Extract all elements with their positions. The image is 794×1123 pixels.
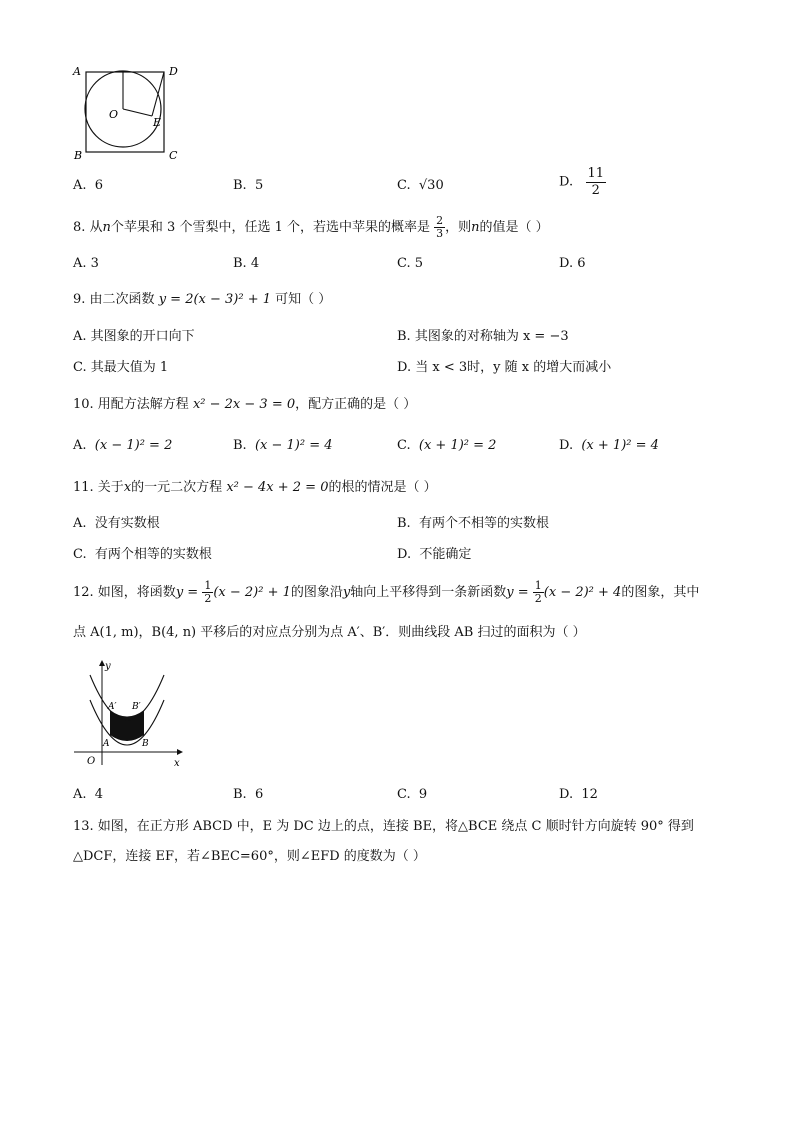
- q12-option-d-letter: D.: [559, 787, 574, 802]
- q7-option-d-numerator: 11: [587, 166, 605, 181]
- q8-option-b: [233, 254, 259, 274]
- q7-option-a-letter: A.: [73, 178, 87, 193]
- q11-mid: 的一元二次方程: [131, 480, 223, 495]
- q7-label-a: A: [73, 65, 81, 78]
- q12-f1-num: 1: [204, 579, 212, 592]
- q12-var-y: y: [342, 585, 351, 600]
- q11-option-b-letter: B.: [397, 516, 411, 531]
- q12-stem-line1: [73, 580, 699, 605]
- q8-option-d: [559, 254, 586, 274]
- q9-option-d-letter: D.: [397, 360, 412, 375]
- q12-option-a-letter: A.: [73, 787, 87, 802]
- q11-option-c: [73, 545, 212, 565]
- q8-var-n: n: [102, 220, 111, 235]
- q9-option-a-text: 其图象的开口向下: [90, 329, 195, 344]
- q11-option-b-text: 有两个不相等的实数根: [418, 516, 549, 531]
- q12-label-b: B: [142, 739, 149, 749]
- q9-formula: y = 2(x − 3)² + 1: [158, 292, 272, 307]
- q10-option-d-text: (x + 1)² = 4: [581, 438, 659, 453]
- q11-prefix: 11. 关于: [73, 480, 124, 495]
- q12-option-b: [233, 785, 263, 805]
- q8-prefix: 8. 从: [73, 220, 103, 235]
- q11-var-x: x: [123, 480, 132, 495]
- q8-option-c-text: 5: [414, 256, 424, 271]
- q7-label-o: O: [109, 108, 119, 121]
- q12-option-a: [73, 785, 103, 805]
- q8-after: ，则: [445, 220, 472, 235]
- q11-option-b: [397, 514, 549, 534]
- q8-var-n2: n: [471, 220, 480, 235]
- q9-option-d: [397, 358, 611, 378]
- q7-label-b: B: [74, 149, 83, 162]
- q7-option-a: [73, 176, 103, 196]
- q8-option-b-letter: B.: [233, 256, 247, 271]
- q10-option-b: [233, 436, 333, 456]
- q8-option-a-text: 3: [90, 256, 99, 271]
- q8-option-b-text: 4: [250, 256, 260, 271]
- q12-f1-den: 2: [204, 592, 212, 605]
- q8-suffix: 的值是（ ）: [479, 220, 549, 235]
- q9-stem: [73, 290, 331, 310]
- q11-option-a-text: 没有实数根: [94, 516, 160, 531]
- q12-line1-a: 12. 如图，将函数: [73, 585, 176, 600]
- q12-line1-b: 的图象沿: [290, 585, 343, 600]
- q7-option-b-text: 5: [254, 178, 264, 193]
- q12-line1-d: 的图象，其中: [621, 585, 700, 600]
- q7-label-e: E: [153, 116, 162, 129]
- q9-option-b: [397, 327, 569, 347]
- q12-f2-fraction: [533, 580, 544, 605]
- q12-f1-pre: y =: [175, 585, 199, 600]
- q11-option-c-letter: C.: [73, 547, 87, 562]
- q10-option-a-letter: A.: [73, 438, 87, 453]
- q11-stem: [73, 478, 437, 498]
- q8-option-c: [397, 254, 423, 274]
- q10-option-b-letter: B.: [233, 438, 247, 453]
- q12-f1-post: (x − 2)² + 1: [213, 585, 291, 600]
- q9-option-d-text: 当 x < 3时，y 随 x 的增大而减小: [415, 360, 612, 375]
- q12-label-o: O: [87, 756, 96, 767]
- q12-option-d-text: 12: [581, 787, 598, 802]
- q8-mid: 个苹果和 3 个雪梨中，任选 1 个，若选中苹果的概率是: [110, 220, 430, 235]
- q12-label-x: x: [174, 758, 180, 769]
- q8-option-a-letter: A.: [73, 256, 87, 271]
- q8-frac-num: 2: [436, 214, 444, 227]
- q12-option-d: [559, 785, 598, 805]
- q9-prefix: 9. 由二次函数: [73, 292, 155, 307]
- q12-stem-line2: [73, 623, 586, 643]
- q9-option-c-text: 其最大值为 1: [90, 360, 169, 375]
- q13-stem-line2: [73, 847, 426, 867]
- q8-option-d-letter: D.: [559, 256, 574, 271]
- q9-option-c-letter: C.: [73, 360, 87, 375]
- q10-option-b-text: (x − 1)² = 4: [254, 438, 333, 453]
- q11-suffix: 的根的情况是（ ）: [328, 480, 437, 495]
- q12-f1-fraction: [202, 580, 213, 605]
- q7-option-c: [397, 176, 444, 196]
- q10-formula: x² − 2x − 3 = 0: [192, 397, 296, 412]
- q10-option-c: [397, 436, 496, 456]
- q10-option-a: [73, 436, 172, 456]
- q7-option-d-letter: D.: [559, 174, 574, 190]
- q7-label-c: C: [169, 149, 178, 162]
- q10-stem: [73, 395, 416, 415]
- q7-option-a-text: 6: [94, 178, 104, 193]
- q7-option-b: [233, 176, 263, 196]
- q10-option-a-text: (x − 1)² = 2: [94, 438, 173, 453]
- q8-option-d-text: 6: [577, 256, 586, 271]
- q13-stem-line1: [73, 817, 694, 837]
- q7-label-d: D: [169, 65, 178, 78]
- q11-option-c-text: 有两个相等的实数根: [94, 547, 212, 562]
- q9-option-c: [73, 358, 168, 378]
- q12-label-y: y: [105, 661, 111, 672]
- q10-option-c-letter: C.: [397, 438, 411, 453]
- q12-option-c: [397, 785, 427, 805]
- q12-f2-den: 2: [534, 592, 542, 605]
- q7-option-d: [559, 166, 606, 199]
- q7-option-b-letter: B.: [233, 178, 247, 193]
- q13-line1: 13. 如图，在正方形 ABCD 中，E 为 DC 边上的点，连接 BE，将△BCE 绕点 C 顺时针方向旋转 90° 得到: [73, 819, 694, 834]
- q8-option-a: [73, 254, 99, 274]
- q7-option-d-fraction: [586, 166, 607, 199]
- q9-option-a: [73, 327, 195, 347]
- q12-label-a-prime: A′: [108, 702, 117, 712]
- q12-label-a: A: [103, 739, 110, 749]
- q11-option-a-letter: A.: [73, 516, 87, 531]
- q12-option-a-text: 4: [94, 787, 104, 802]
- q9-option-b-text: 其图象的对称轴为 x = −3: [414, 329, 569, 344]
- q12-option-b-letter: B.: [233, 787, 247, 802]
- q10-suffix: ，配方正确的是（ ）: [295, 397, 417, 412]
- q12-line2: 点 A(1, m)，B(4, n) 平移后的对应点分别为点 A′、B′．则曲线段 AB 扫过的面积为（ ）: [73, 625, 586, 640]
- q11-option-d-letter: D.: [397, 547, 412, 562]
- q12-line1-c: 轴向上平移得到一条新函数: [350, 585, 507, 600]
- q12-parabola-figure: [70, 655, 190, 770]
- q12-f2-post: (x − 2)² + 4: [543, 585, 622, 600]
- q11-option-d: [397, 545, 471, 565]
- q12-option-b-text: 6: [254, 787, 264, 802]
- q8-option-c-letter: C.: [397, 256, 411, 271]
- q13-line2: △DCF，连接 EF，若∠BEC=60°，则∠EFD 的度数为（ ）: [73, 849, 426, 864]
- q10-option-d: [559, 436, 659, 456]
- q9-suffix: 可知（ ）: [275, 292, 332, 307]
- q11-option-a: [73, 514, 160, 534]
- q12-f2-pre: y =: [506, 585, 529, 600]
- q8-fraction: [434, 215, 445, 240]
- q12-option-c-letter: C.: [397, 787, 411, 802]
- q12-f2-num: 1: [534, 579, 542, 592]
- q11-formula: x² − 4x + 2 = 0: [226, 480, 329, 495]
- q12-label-b-prime: B′: [132, 702, 141, 712]
- q10-option-d-letter: D.: [559, 438, 574, 453]
- q9-option-b-letter: B.: [397, 329, 411, 344]
- q11-option-d-text: 不能确定: [419, 547, 472, 562]
- q10-option-c-text: (x + 1)² = 2: [418, 438, 497, 453]
- q8-frac-den: 3: [436, 227, 444, 240]
- q7-option-d-denominator: 2: [591, 183, 600, 198]
- q12-option-c-text: 9: [418, 787, 428, 802]
- q8-stem: [73, 215, 549, 240]
- q7-option-c-letter: C.: [397, 178, 411, 193]
- q7-square-circle-figure: [66, 62, 196, 167]
- q10-prefix: 10. 用配方法解方程: [73, 397, 189, 412]
- q9-option-a-letter: A.: [73, 329, 87, 344]
- q7-option-c-text: √30: [418, 178, 444, 193]
